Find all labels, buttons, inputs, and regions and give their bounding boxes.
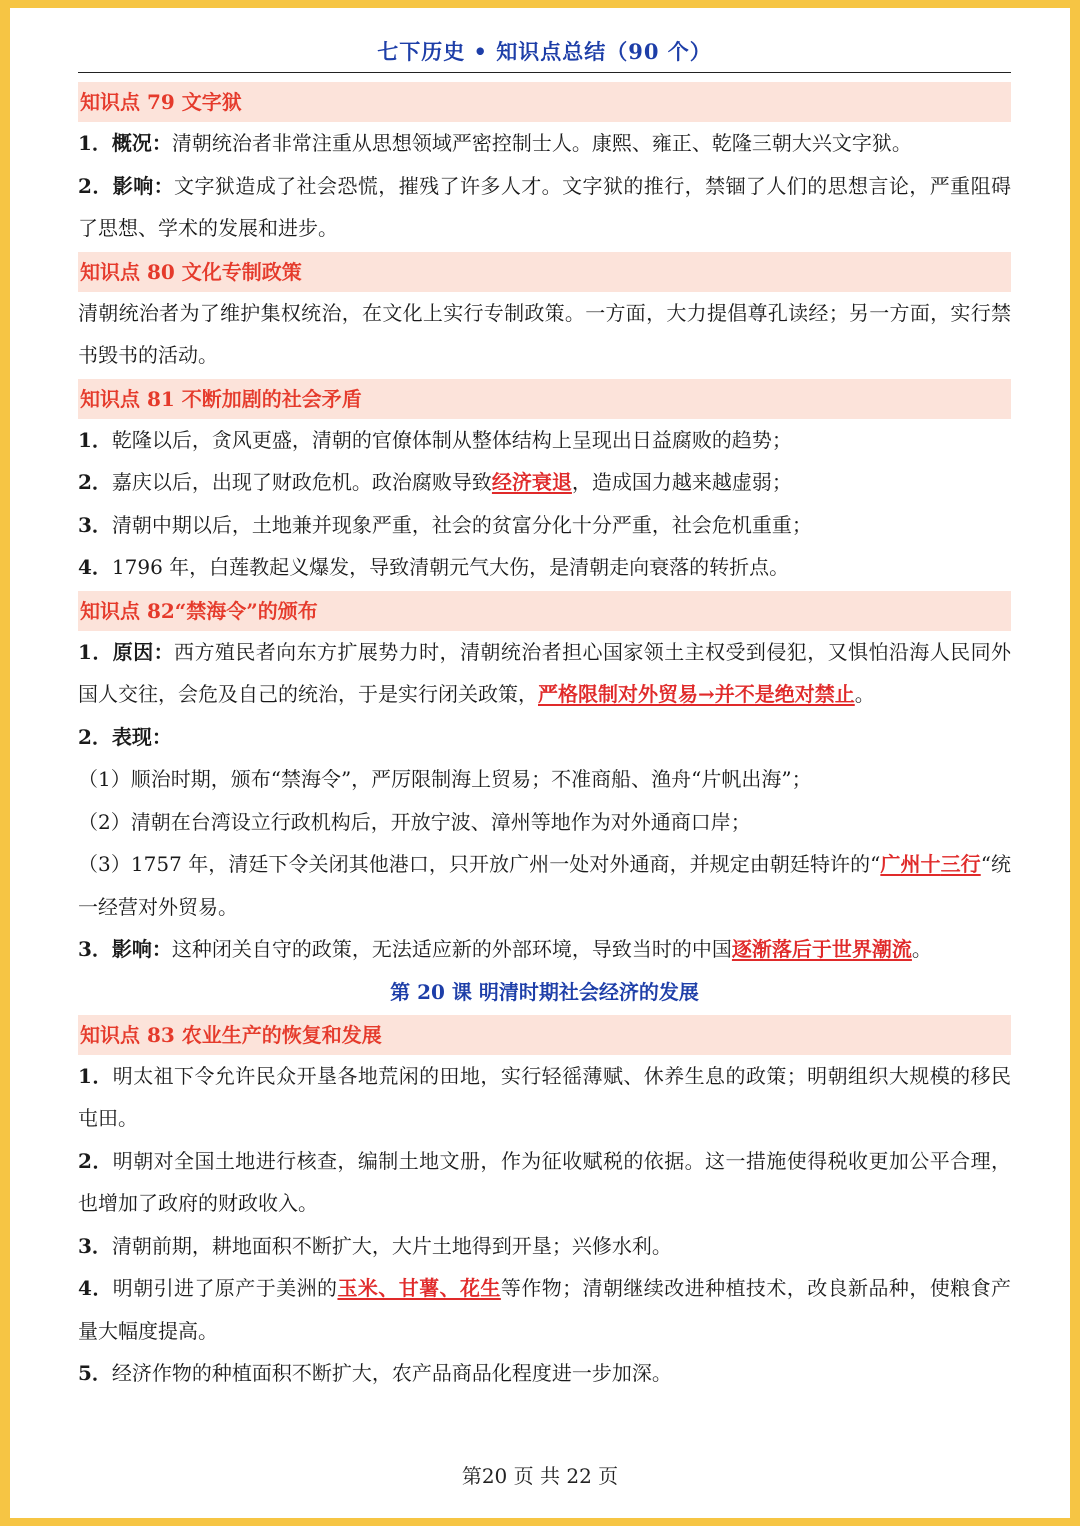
kp79-item-1 xyxy=(78,122,1011,165)
kp82-sub-3-text-a: （3）1757 年，清廷下令关闭其他港口，只开放广州一处对外通商，并规定由朝廷特许的“ xyxy=(78,852,881,876)
kp82-sub-3 xyxy=(78,843,1011,928)
kp79-item-2-label: 2．影响： xyxy=(78,173,175,198)
kp81-item-2-text-b: ，造成国力越来越虚弱； xyxy=(571,470,792,494)
kp81-item-4-num: 4． xyxy=(78,555,112,579)
lesson-title: 第 20 课 明清时期社会经济的发展 xyxy=(390,979,699,1004)
kp81-item-3-num: 3． xyxy=(78,512,112,537)
kp80-text: 清朝统治者为了维护集权统治，在文化上实行专制政策。一方面，大力提倡尊孔读经；另一方面，实行禁书毁书的活动。 xyxy=(78,300,1011,367)
kp82-title: 知识点 82“禁海令”的颁布 xyxy=(78,591,1011,631)
kp83-item-3 xyxy=(78,1225,1011,1268)
page-number-footer: 第20 页 共 22 页 xyxy=(461,1464,619,1488)
kp82-sub-3-text-b: “统一经营对外贸易。 xyxy=(78,852,1012,919)
kp81-item-3 xyxy=(78,504,1011,547)
kp82-item-3 xyxy=(78,928,1011,971)
kp83-item-1-text: 明太祖下令允许民众开垦各地荒闲的田地，实行轻徭薄赋、休养生息的政策；明朝组织大规模的移民屯田。 xyxy=(78,1063,1011,1130)
kp81-item-3-text: 清朝中期以后，土地兼并现象严重，社会的贫富分化十分严重，社会危机重重； xyxy=(111,512,812,537)
kp82-sub-1: （1）顺治时期，颁布“禁海令”，严厉限制海上贸易；不准商船、渔舟“片帆出海”； xyxy=(78,767,812,791)
kp83-item-1 xyxy=(78,1055,1011,1140)
kp82-item-2-label: 2．表现： xyxy=(78,724,172,749)
page-header-title: 七下历史 • 知识点总结（90 个） xyxy=(377,39,712,64)
kp83-item-5 xyxy=(78,1352,1011,1395)
kp81-item-4-text: 1796 年，白莲教起义爆发，导致清朝元气大伤，是清朝走向衰落的转折点。 xyxy=(111,555,790,579)
kp81-item-2-highlight: 经济衰退 xyxy=(491,470,572,494)
kp79-item-1-text: 清朝统治者非常注重从思想领域严密控制士人。康熙、雍正、乾隆三朝大兴文字狱。 xyxy=(171,131,912,155)
kp83-item-4-num: 4． xyxy=(78,1276,113,1300)
kp82-item-3-label: 3．影响： xyxy=(78,937,172,961)
kp83-item-4-text-a: 明朝引进了原产于美洲的 xyxy=(112,1276,338,1300)
kp81-title: 知识点 81 不断加剧的社会矛盾 xyxy=(78,379,1011,419)
kp83-item-4 xyxy=(78,1267,1011,1352)
kp83-item-4-highlight: 玉米、甘薯、花生 xyxy=(337,1276,501,1300)
kp80-title: 知识点 80 文化专制政策 xyxy=(78,252,1011,292)
kp81-item-1-text: 乾隆以后，贪风更盛，清朝的官僚体制从整体结构上呈现出日益腐败的趋势； xyxy=(111,427,792,452)
kp83-item-5-text: 经济作物的种植面积不断扩大，农产品商品化程度进一步加深。 xyxy=(111,1361,672,1385)
kp82-item-1-text-b: 。 xyxy=(854,682,875,706)
header-rule xyxy=(78,72,1011,73)
kp83-item-2-num: 2． xyxy=(78,1148,113,1173)
kp82-item-1-text-a: 西方殖民者向东方扩展势力时，清朝统治者担心国家领土主权受到侵犯，又惧怕沿海人民同外国人交往，会危及自己的统治，于是实行闭关政策， xyxy=(78,639,1012,706)
kp83-item-1-num: 1． xyxy=(78,1063,113,1088)
kp83-item-3-num: 3． xyxy=(78,1233,112,1258)
kp83-title: 知识点 83 农业生产的恢复和发展 xyxy=(78,1015,1011,1055)
kp79-item-1-label: 1．概况： xyxy=(78,131,172,155)
kp79-item-2 xyxy=(78,165,1011,250)
kp82-item-3-highlight: 逐渐落后于世界潮流 xyxy=(731,937,912,961)
kp83-item-2-text: 明朝对全国土地进行核查，编制土地文册，作为征收赋税的依据。这一措施使得税收更加公平合理，也增加了政府的财政收入。 xyxy=(78,1148,1011,1215)
kp82-sub-2: （2）清朝在台湾设立行政机构后，开放宁波、漳州等地作为对外通商口岸； xyxy=(78,809,751,834)
kp81-item-4 xyxy=(78,546,1011,589)
kp83-item-4-text-b: 等作物；清朝继续改进种植技术，改良新品种，使粮食产量大幅度提高。 xyxy=(78,1276,1012,1343)
kp79-title: 知识点 79 文字狱 xyxy=(78,82,1011,122)
kp82-item-3-text-b: 。 xyxy=(911,937,932,961)
kp81-item-1-num: 1． xyxy=(78,427,112,452)
kp81-item-1 xyxy=(78,419,1011,462)
page-content xyxy=(78,80,1011,1395)
kp82-sub-3-highlight-2: 三行 xyxy=(940,852,981,876)
kp79-item-2-text: 文字狱造成了社会恐慌，摧残了许多人才。文字狱的推行，禁锢了人们的思想言论，严重阻碍了思想、学术的发展和进步。 xyxy=(78,173,1012,240)
kp82-item-1-label: 1．原因： xyxy=(78,639,175,664)
kp82-item-1-highlight: 严格限制对外贸易→并不是绝对禁止 xyxy=(538,682,855,706)
kp82-sub-3-highlight-1: 广州十 xyxy=(880,852,941,876)
kp83-item-5-num: 5． xyxy=(78,1361,112,1385)
kp81-item-2-num: 2． xyxy=(78,470,112,494)
kp81-item-2 xyxy=(78,461,1011,504)
kp82-item-2 xyxy=(78,716,1011,759)
document-page xyxy=(10,8,1070,1518)
kp83-item-3-text: 清朝前期，耕地面积不断扩大，大片土地得到开垦；兴修水利。 xyxy=(111,1233,672,1258)
kp81-item-2-text-a: 嘉庆以后，出现了财政危机。政治腐败导致 xyxy=(111,470,492,494)
kp82-item-1 xyxy=(78,631,1011,716)
kp83-item-2 xyxy=(78,1140,1011,1225)
kp82-item-3-text-a: 这种闭关自守的政策，无法适应新的外部环境，导致当时的中国 xyxy=(171,937,732,961)
